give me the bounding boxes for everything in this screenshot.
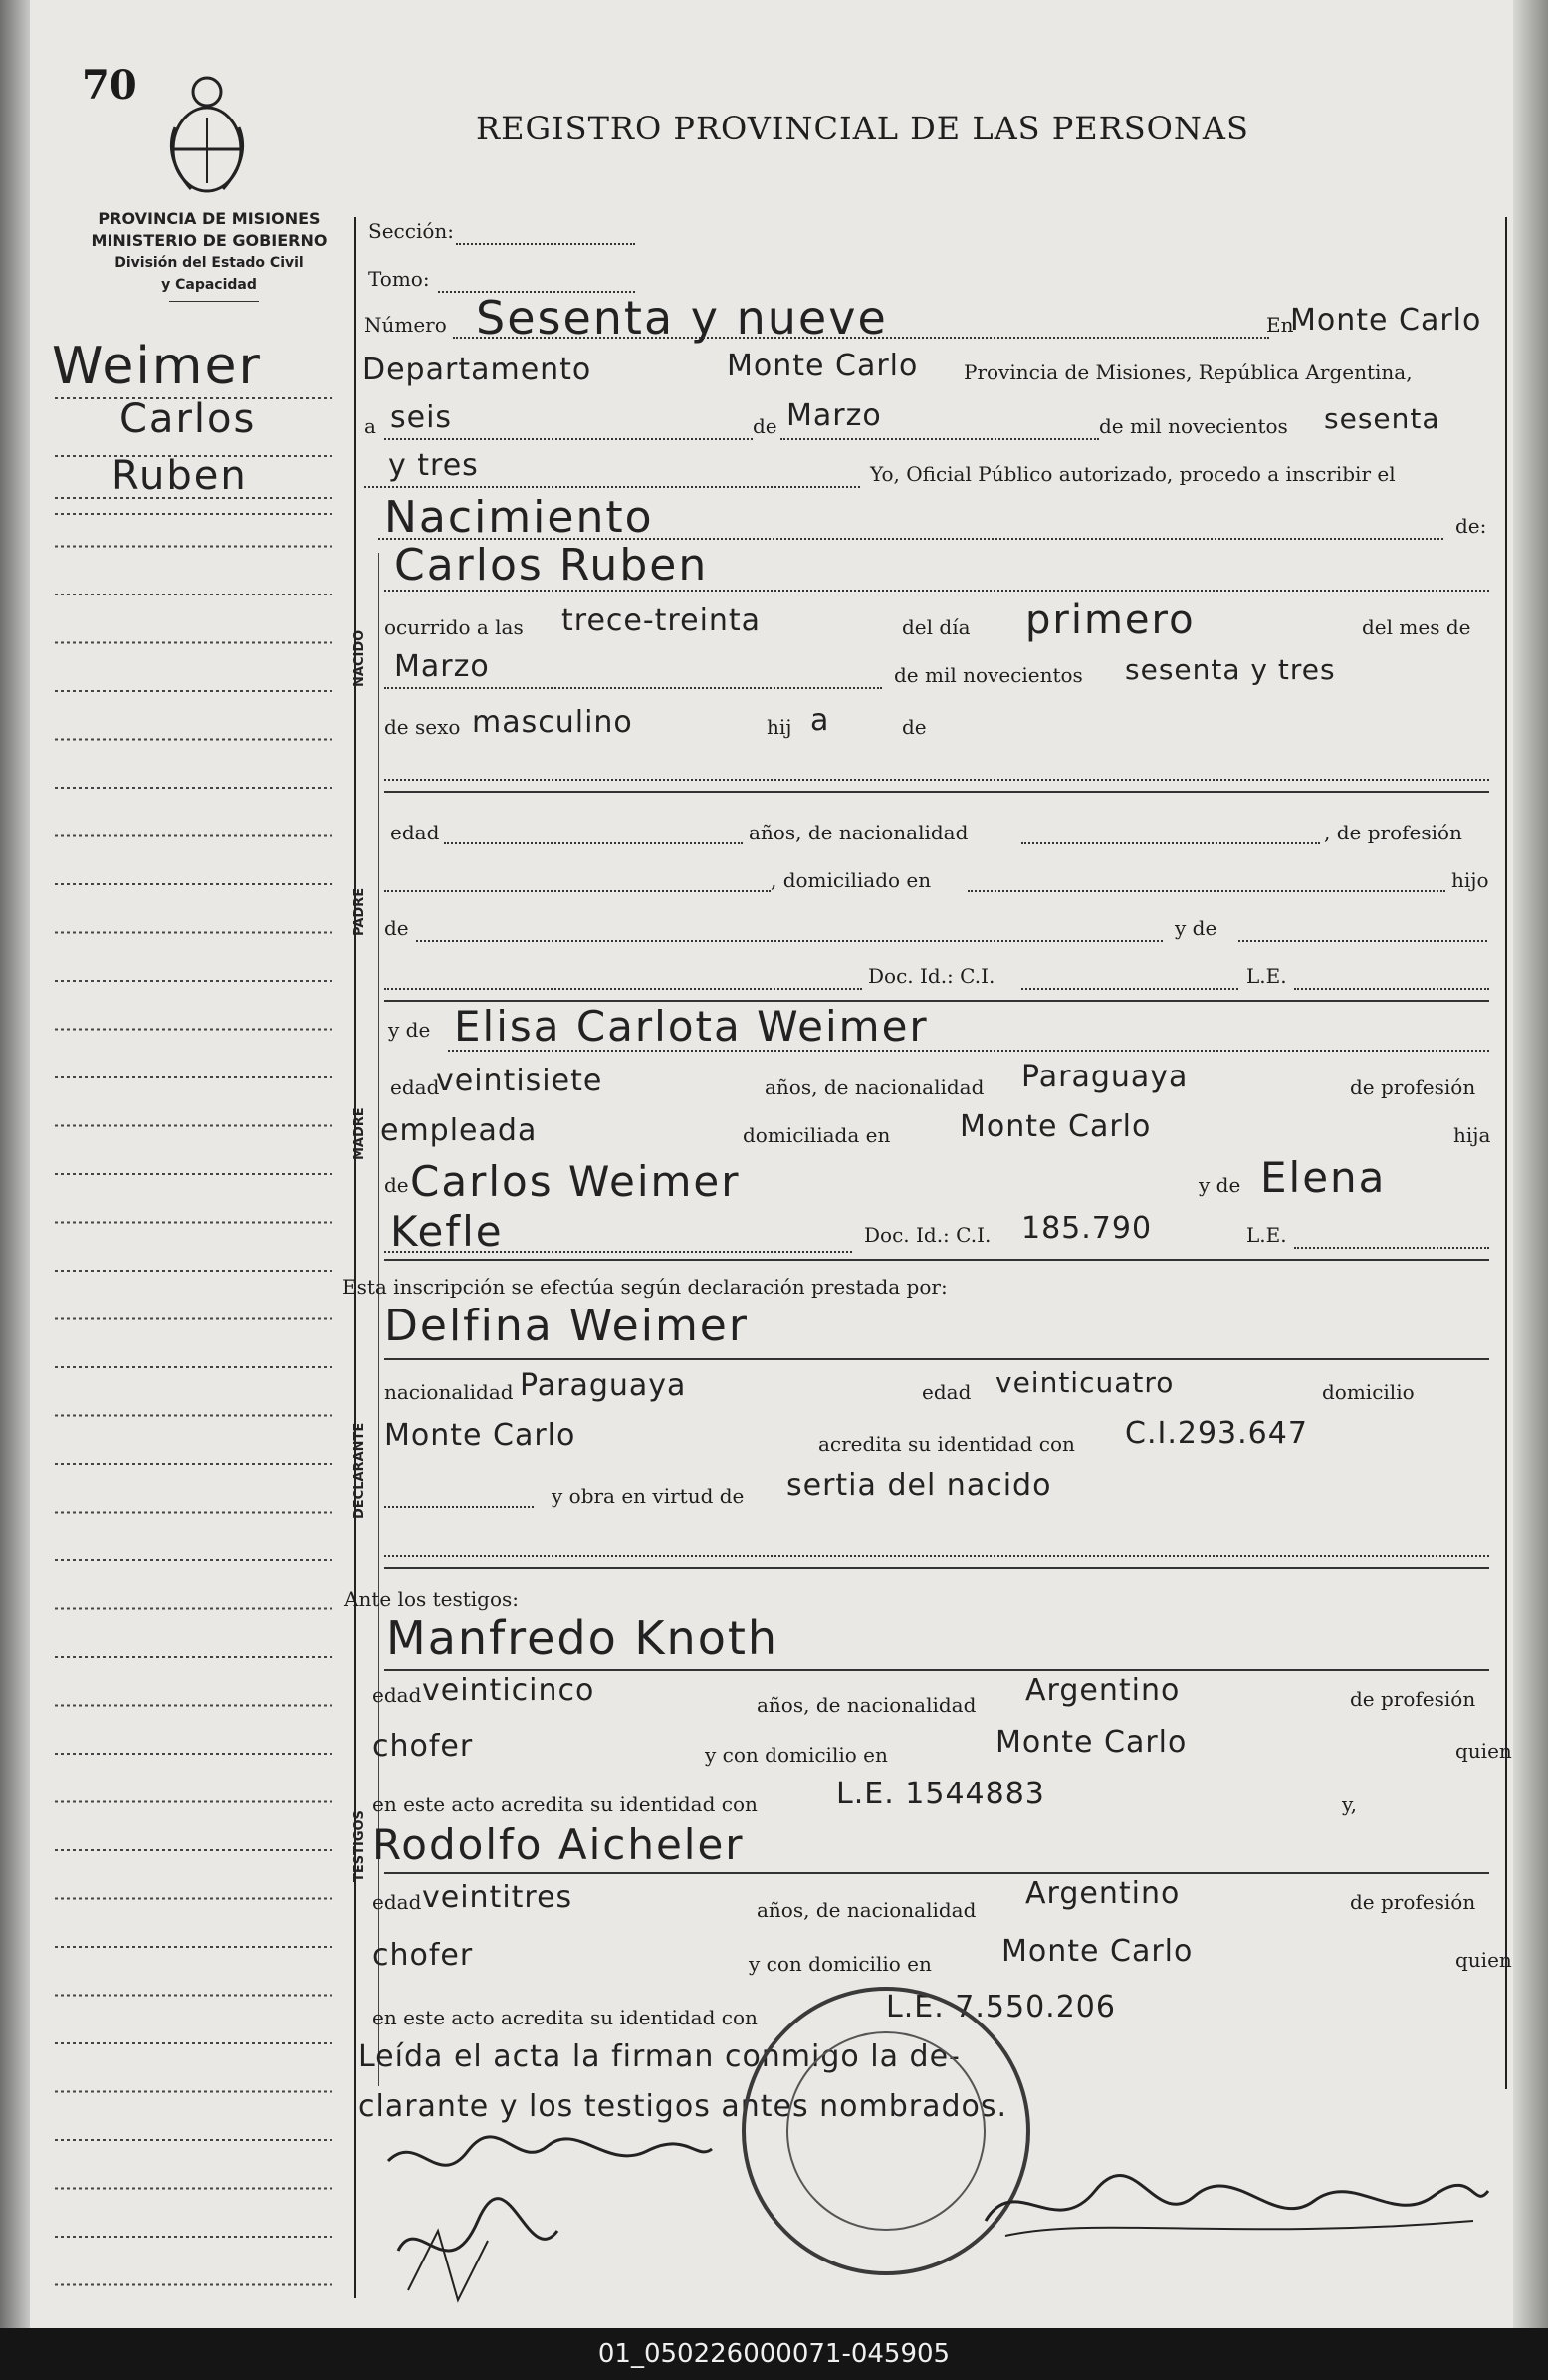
declarante-name: Delfina Weimer [384, 1301, 749, 1351]
declarante-obra-value: sertia del nacido [786, 1468, 1052, 1503]
declarante-name-line [384, 1358, 1489, 1360]
year-value: sesenta [1324, 402, 1440, 435]
madre-profesion-label: de profesión [1350, 1075, 1476, 1099]
page-number: 70 [82, 62, 137, 109]
madre-le-label: L.E. [1246, 1223, 1287, 1247]
padre-edad-line [444, 842, 743, 844]
madre-edad-label: edad [390, 1075, 440, 1099]
padre-de-label: de [384, 916, 409, 940]
testigo2-acredita-label: en este acto acredita su identidad con [372, 2006, 758, 2029]
ministry-label: MINISTERIO DE GOBIERNO [91, 231, 328, 250]
a-label: a [364, 414, 376, 438]
nacido-rule [384, 791, 1489, 793]
testigo1-id-value: L.E. 1544883 [836, 1777, 1045, 1811]
act-value: Nacimiento [384, 492, 654, 543]
padre-anos-label: años, de nacionalidad [749, 821, 969, 844]
testigo2-profesion-label: de profesión [1350, 1890, 1476, 1914]
mil-label: de mil novecientos [1099, 414, 1288, 438]
page-edge [1513, 0, 1548, 2328]
del-mes-label: del mes de [1362, 615, 1471, 639]
declarante-id-value: C.I.293.647 [1125, 1416, 1308, 1451]
testigo1-edad-value: veinticinco [422, 1673, 595, 1708]
tomo-label: Tomo: [368, 267, 430, 291]
padre-domiciliado-label: , domiciliado en [771, 868, 932, 892]
padre-edad-label: edad [390, 821, 440, 844]
day-value: seis [390, 400, 453, 435]
padre-prof-line [384, 890, 771, 892]
padre-ci-line [1021, 988, 1238, 990]
testigo2-domicilio-label: y con domicilio en [749, 1952, 932, 1976]
month-line [780, 438, 1099, 440]
testigo2-anos-label: años, de nacionalidad [757, 1898, 977, 1922]
declarante-nacionalidad-value: Paraguaya [520, 1368, 687, 1403]
testigo2-nacionalidad-value: Argentino [1025, 1876, 1181, 1911]
margin-ruled-lines [55, 0, 353, 2328]
seccion-line [456, 243, 635, 245]
en-value: Monte Carlo [1290, 303, 1482, 338]
nacido-name-line [384, 590, 1489, 592]
testigo1-name-line [384, 1669, 1489, 1671]
padre-profesion-label: , de profesión [1324, 821, 1462, 844]
padre-doc-line [384, 988, 862, 990]
padre-y-de-label: y de [1175, 916, 1217, 940]
madre-name: Elisa Carlota Weimer [454, 1002, 929, 1051]
madre-rule [384, 1259, 1489, 1261]
declarante-edad-label: edad [922, 1380, 972, 1404]
birth-mil-label: de mil novecientos [894, 663, 1083, 687]
declarante-blank-line [384, 1555, 1489, 1557]
numero-value: Sesenta y nueve [476, 291, 888, 345]
yo-text: Yo, Oficial Público autorizado, procedo a inscribir el [870, 462, 1396, 486]
madre-mother-value2: Kefle [390, 1207, 504, 1256]
birth-month: Marzo [394, 649, 490, 684]
form-right-border [1505, 217, 1507, 2089]
birth-year: sesenta y tres [1125, 653, 1336, 686]
division-label: División del Estado Civil [114, 255, 304, 271]
testigo2-edad-label: edad [372, 1890, 422, 1914]
testigo1-quien-label: quien [1455, 1739, 1512, 1763]
seccion-label: Sección: [368, 219, 454, 243]
section-padre: PADRE [352, 887, 367, 936]
madre-profesion-value: empleada [380, 1113, 538, 1148]
padre-yde-line [1238, 940, 1487, 942]
declarante-obra-label: y obra en virtud de [552, 1484, 745, 1508]
madre-anos-label: años, de nacionalidad [765, 1075, 985, 1099]
binding-shadow [0, 0, 30, 2328]
section-madre: MADRE [352, 1107, 367, 1160]
section-testigos: TESTIGOS [352, 1810, 367, 1882]
testigo1-domicilio-label: y con domicilio en [705, 1743, 888, 1767]
padre-nac-line [1021, 842, 1320, 844]
declarante-domicilio-label: domicilio [1322, 1380, 1415, 1404]
testigo1-acredita-label: en este acto acredita su identidad con [372, 1792, 758, 1816]
madre-domicilio-value: Monte Carlo [960, 1109, 1152, 1144]
declarante-nacionalidad-label: nacionalidad [384, 1380, 514, 1404]
declarante-edad-value: veinticuatro [995, 1366, 1175, 1399]
testigo1-y-label: y, [1342, 1792, 1357, 1816]
madre-edad-value: veintisiete [436, 1064, 603, 1098]
scan-code: 01_050226000071-045905 [0, 2328, 1548, 2380]
official-seal-inner [786, 2031, 986, 2231]
del-dia-label: del día [902, 615, 971, 639]
sexo-label: de sexo [384, 715, 461, 739]
padre-de-line [416, 940, 1163, 942]
sexo-value: masculino [472, 705, 633, 740]
testigo2-quien-label: quien [1455, 1948, 1512, 1972]
form-left-border [354, 217, 356, 2298]
numero-label: Número [364, 313, 447, 337]
padre-le-label: L.E. [1246, 964, 1287, 988]
testigo2-profesion-value: chofer [372, 1938, 474, 1973]
testigo2-edad-value: veintitres [422, 1880, 573, 1915]
nacido-name: Carlos Ruben [394, 540, 709, 591]
section-declarante: DECLARANTE [352, 1422, 367, 1519]
year-line [364, 486, 860, 488]
declarante-signature [378, 2131, 717, 2320]
testigo2-name: Rodolfo Aicheler [372, 1820, 745, 1869]
nacido-de-label: de [902, 715, 927, 739]
madre-hija-label: hija [1453, 1123, 1491, 1147]
madre-name-line [448, 1050, 1489, 1052]
declarante-intro: Esta inscripción se efectúa según declaración prestada por: [342, 1275, 948, 1299]
numero-line [453, 337, 1269, 339]
time-value: trece-treinta [561, 603, 762, 638]
testigo1-anos-label: años, de nacionalidad [757, 1693, 977, 1717]
declarante-rule [384, 1567, 1489, 1569]
padre-dom-line [968, 890, 1445, 892]
testigo1-edad-label: edad [372, 1683, 422, 1707]
birth-month-line [384, 687, 882, 689]
en-label: En [1266, 313, 1294, 337]
declarante-domicilio-value: Monte Carlo [384, 1418, 576, 1453]
testigo2-id-value: L.E. 7.550.206 [886, 1990, 1116, 2024]
day-of-birth: primero [1025, 597, 1196, 643]
padre-hijo-label: hijo [1451, 868, 1489, 892]
ocurrido-label: ocurrido a las [384, 615, 524, 639]
madre-doc-label: Doc. Id.: C.I. [864, 1223, 992, 1247]
madre-nacionalidad-value: Paraguaya [1021, 1060, 1189, 1094]
official-signature [976, 2161, 1493, 2251]
section-nacido: NACIDO [352, 629, 367, 687]
testigo1-domicilio-value: Monte Carlo [995, 1725, 1188, 1760]
provincia-text: Provincia de Misiones, República Argentina, [964, 360, 1413, 384]
margin-given2: Ruben [111, 453, 248, 499]
nacido-blank-line1 [384, 779, 1489, 781]
year-value2: y tres [388, 448, 479, 483]
madre-doc-value: 185.790 [1021, 1211, 1153, 1246]
month-value: Marzo [786, 398, 882, 433]
margin-surname: Weimer [52, 337, 262, 396]
document-title: REGISTRO PROVINCIAL DE LAS PERSONAS [476, 110, 1249, 147]
padre-doc-label: Doc. Id.: C.I. [868, 964, 995, 988]
padre-le-line [1294, 988, 1489, 990]
testigos-intro: Ante los testigos: [344, 1587, 520, 1611]
departamento-label: Departamento [362, 353, 592, 387]
testigo2-domicilio-value: Monte Carlo [1001, 1934, 1194, 1969]
hij-label: hij [767, 715, 792, 739]
madre-le-line [1294, 1247, 1489, 1249]
de-label: de [753, 414, 777, 438]
madre-mother-value: Elena [1260, 1153, 1387, 1202]
hij-value: a [810, 703, 830, 738]
closing-note-line1: Leída el acta la firman conmigo la de- [358, 2039, 961, 2074]
de-colon: de: [1455, 514, 1487, 538]
declarante-obra-line [384, 1506, 534, 1508]
province-label: PROVINCIA DE MISIONES [98, 209, 321, 228]
departamento-value: Monte Carlo [727, 349, 919, 383]
testigo1-name: Manfredo Knoth [386, 1611, 779, 1665]
madre-doc-line [384, 1251, 852, 1253]
margin-given1: Carlos [119, 396, 257, 442]
madre-father-value: Carlos Weimer [410, 1157, 741, 1206]
capacity-label: y Capacidad [161, 277, 257, 293]
madre-domiciliada-label: domiciliada en [743, 1123, 891, 1147]
testigo1-profesion-label: de profesión [1350, 1687, 1476, 1711]
declarante-acredita-label: acredita su identidad con [818, 1432, 1075, 1456]
closing-note-line2: clarante y los testigos antes nombrados. [358, 2089, 1008, 2124]
madre-de-label: de [384, 1173, 409, 1197]
testigo1-nacionalidad-value: Argentino [1025, 1673, 1181, 1708]
madre-y-de-label: y de [388, 1018, 431, 1042]
testigo1-profesion-value: chofer [372, 1729, 474, 1764]
madre-y-de-label2: y de [1199, 1173, 1241, 1197]
day-line [384, 438, 753, 440]
testigo2-name-line [384, 1872, 1489, 1874]
